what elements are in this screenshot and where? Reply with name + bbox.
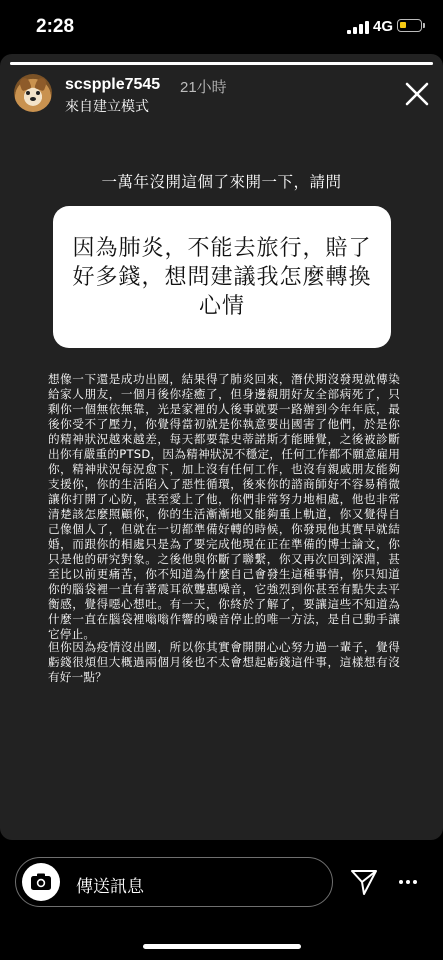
answer-paragraph-2: 但你因為疫情沒出國，所以你其實會開開心心努力過一輩子，覺得虧錢很煩但大概過兩個月後也不太會想起虧錢這件事，這樣想有沒有好一點？	[48, 640, 400, 684]
home-indicator[interactable]	[143, 944, 301, 949]
question-prompt: 一萬年沒開這個了來開一下，請問	[101, 173, 342, 191]
battery-level	[400, 22, 406, 28]
username[interactable]: scspple7545	[65, 76, 161, 93]
story-card[interactable]	[0, 54, 443, 840]
question-text: 因為肺炎，不能去旅行，賠了好多錢，想問建議我怎麼轉換心情	[72, 235, 372, 319]
close-icon[interactable]	[403, 80, 431, 108]
story-progress-fill	[10, 62, 433, 65]
answer-paragraph-1: 想像一下還是成功出國，結果得了肺炎回來，潛伏期沒發現就傳染給家人朋友，一個月後你痊癒了，但身邊親朋好友全部病死了，只剩你一個無依無靠，光是家裡的人後事就要一路辦到今年年底，最後你受不了壓力，你覺得當初就是你執意要出國害了他們，於是你的精神狀況越來越差，每天都要靠史蒂諾斯才能睡覺，之後被診斷出你有嚴重的PTSD，因為精神狀況不穩定，任何工作都不願意雇用你，精神狀況每況愈下，加上沒有任何工作，也沒有親戚朋友能夠支援你，你的生活陷入了惡性循環，後來你的諮商師好不容易稍微讓你打開了心防，甚至愛上了他，你們非常努力地相處，他也非常清楚該怎麼照顧你，你的生活漸漸地又能夠重上軌道，你又覺得自己像個人了，但就在一切都準備好轉的時候，你發現他其實早就結婚，而跟你的相處只是為了要完成他現在正在準備的博士論文，你只是他的研究對象。之後他與你斷了聯繫，你又再次回到深淵，甚至比以前更痛苦，你不知道為什麼自己會發生這種事情，你只知道你的腦袋裡一直有著震耳欲聾惠噪音，它強烈到你甚至有點失去平衡感，覺得噁心想吐。有一天，你終於了解了，要讓這些不知道為什麼一直在腦袋裡嗡嗡作響的噪音停止的唯一方法，是自己動手讓它停止。	[48, 372, 400, 641]
story-mode[interactable]: 來自建立模式	[65, 99, 149, 115]
story-progress-bar	[10, 62, 433, 65]
camera-icon	[22, 863, 60, 901]
send-icon[interactable]	[349, 867, 379, 897]
network-type: 4G	[373, 18, 394, 35]
battery-icon	[397, 19, 422, 32]
status-bar	[0, 0, 443, 50]
reply-placeholder[interactable]: 傳送訊息	[76, 877, 144, 897]
battery-cap	[423, 23, 425, 28]
story-time-ago: 21小時	[180, 79, 227, 96]
reply-input[interactable]	[15, 857, 333, 907]
status-time: 2:28	[36, 16, 75, 37]
more-icon[interactable]	[398, 875, 418, 889]
camera-button[interactable]	[22, 863, 60, 901]
avatar[interactable]	[14, 74, 52, 112]
signal-icon	[347, 21, 369, 34]
question-sticker	[53, 206, 391, 348]
